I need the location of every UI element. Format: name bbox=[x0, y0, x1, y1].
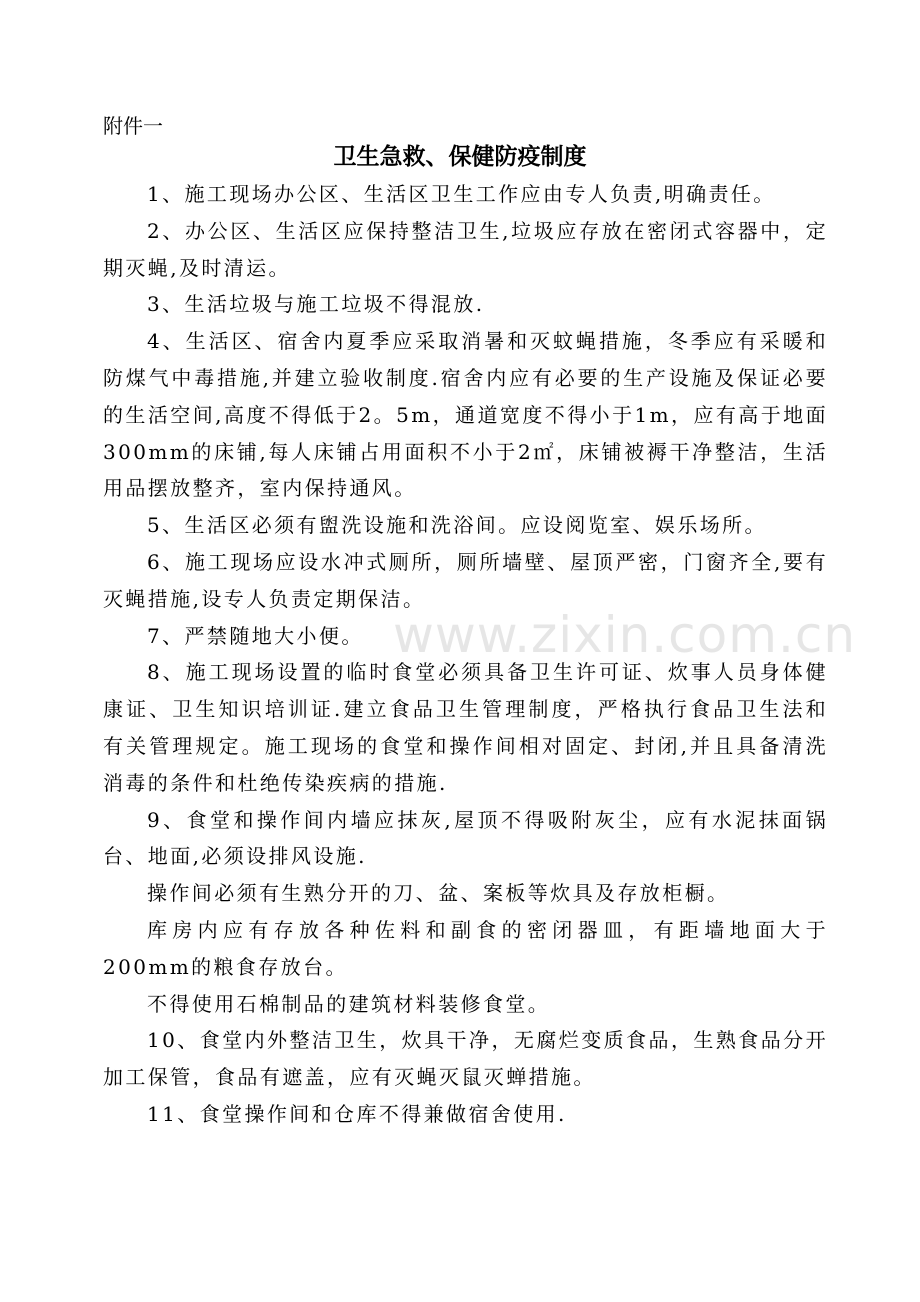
paragraph-9a: 操作间必须有生熟分开的刀、盆、案板等炊具及存放柜橱。 bbox=[147, 881, 730, 906]
document-body bbox=[103, 176, 828, 1133]
paragraph-8: 8、施工现场设置的临时食堂必须具备卫生许可证、炊事人员身体健康证、卫生知识培训证.建立食品卫生管理制度，严格执行食品卫生法和有关管理规定。施工现场的食堂和操作间相对固定、封闭,并且具备清洗消毒的条件和杜绝传染疾病的措施. bbox=[103, 660, 828, 795]
paragraph-1: 1、施工现场办公区、生活区卫生工作应由专人负责,明确责任。 bbox=[147, 182, 776, 206]
paragraph-9: 9、食堂和操作间内墙应抹灰,屋顶不得吸附灰尘，应有水泥抹面锅台、地面,必须设排风设施. bbox=[103, 807, 828, 869]
paragraph-2: 2、办公区、生活区应保持整洁卫生,垃圾应存放在密闭式容器中，定期灭蝇,及时清运。 bbox=[103, 218, 828, 280]
paragraph-4: 4、生活区、宿舍内夏季应采取消暑和灭蚊蝇措施，冬季应有采暖和防煤气中毒措施,并建立验收制度.宿舍内应有必要的生产设施及保证必要的生活空间,高度不得低于2。5m，通道宽度不得小于1m，应有高于地面300mm的床铺,每人床铺占用面积不小于2㎡，床铺被褥干净整洁，生活用品摆放整齐，室内保持通风。 bbox=[103, 329, 828, 501]
attachment-label: 附件一 bbox=[103, 114, 163, 138]
paragraph-11: 11、食堂操作间和仓库不得兼做宿舍使用. bbox=[147, 1101, 567, 1126]
paragraph-10: 10、食堂内外整洁卫生，炊具干净，无腐烂变质食品，生熟食品分开加工保管，食品有遮盖，应有灭蝇灭鼠灭蝉措施。 bbox=[103, 1028, 828, 1090]
paragraph-6: 6、施工现场应设水冲式厕所，厕所墙壁、屋顶严密，门窗齐全,要有灭蝇措施,设专人负责定期保洁。 bbox=[103, 549, 828, 611]
paragraph-9c: 不得使用石棉制品的建筑材料装修食堂。 bbox=[147, 991, 551, 1016]
paragraph-5: 5、生活区必须有盥洗设施和洗浴间。应设阅览室、娱乐场所。 bbox=[147, 513, 767, 538]
paragraph-3: 3、生活垃圾与施工垃圾不得混放. bbox=[147, 292, 485, 317]
watermark: www.zixin.com.cn bbox=[393, 606, 857, 664]
paragraph-9b: 库房内应有存放各种佐料和副食的密闭器皿，有距墙地面大于200mm的粮食存放台。 bbox=[103, 917, 828, 979]
document-title: 卫生急救、保健防疫制度 bbox=[333, 144, 587, 170]
paragraph-7: 7、严禁随地大小便。 bbox=[147, 623, 364, 648]
